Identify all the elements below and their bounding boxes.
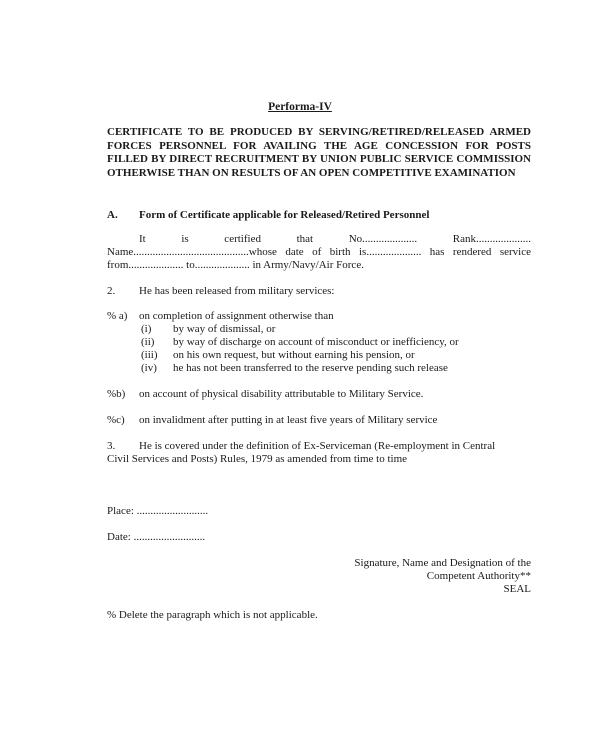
clause-a-item-text: by way of discharge on account of misconduct or inefficiency, or: [173, 336, 459, 348]
clause-a-item-text: by way of dismissal, or: [173, 323, 276, 335]
para2-number: 2.: [107, 285, 116, 297]
clause-a-item-number: (iii): [141, 349, 158, 361]
para3-number: 3.: [107, 440, 116, 452]
para3-line1: He is covered under the definition of Ex-Serviceman (Re-employment in Central: [139, 440, 496, 452]
clause-a-text: on completion of assignment otherwise than: [139, 310, 334, 322]
footnote: % Delete the paragraph which is not applicable.: [107, 609, 318, 621]
para1-line2: Name..........................................whose date of birth is.................... has rendered service: [107, 246, 531, 258]
seal-line: SEAL: [503, 583, 531, 595]
form-title: Performa-IV: [268, 101, 332, 113]
section-a-title: Form of Certificate applicable for Released/Retired Personnel: [139, 209, 430, 221]
para1-line1: It is certified that No.................... Rank....................: [139, 233, 531, 245]
clause-b-label: %b): [107, 388, 126, 400]
section-a-label: A.: [107, 209, 118, 221]
clause-a-item-number: (i): [141, 323, 152, 335]
clause-a-item-number: (iv): [141, 362, 157, 374]
clause-a-item-number: (ii): [141, 336, 155, 348]
certificate-heading: CERTIFICATE TO BE PRODUCED BY SERVING/RETIRED/RELEASED ARMED FORCES PERSONNEL FOR AVAILING THE AGE CONCESSION FOR POSTS FILLED BY DIRECT RECRUITMENT BY UNION PUBLIC SERVICE COMMISSION OTHERWISE THAN ON RESULTS OF AN OPEN COMPETITIVE EXAMINATION: [107, 126, 531, 179]
clause-a-item-text: on his own request, but without earning his pension, or: [173, 349, 415, 361]
clause-c-text: on invalidment after putting in at least five years of Military service: [139, 414, 438, 426]
para1-line3: from.................... to.................... in Army/Navy/Air Force.: [107, 259, 364, 271]
competent-authority-line: Competent Authority**: [426, 570, 531, 582]
clause-b-text: on account of physical disability attributable to Military Service.: [139, 388, 424, 400]
clause-c-label: %c): [107, 414, 125, 426]
para3-line2: Civil Services and Posts) Rules, 1979 as amended from time to time: [107, 453, 408, 465]
clause-a-item-text: he has not been transferred to the reserve pending such release: [173, 362, 448, 374]
signature-line: Signature, Name and Designation of the: [354, 557, 531, 569]
clause-a-label: % a): [107, 310, 128, 322]
para2-text: He has been released from military services:: [139, 285, 335, 297]
date-field: Date: ..........................: [107, 531, 206, 543]
place-field: Place: ..........................: [107, 505, 209, 517]
